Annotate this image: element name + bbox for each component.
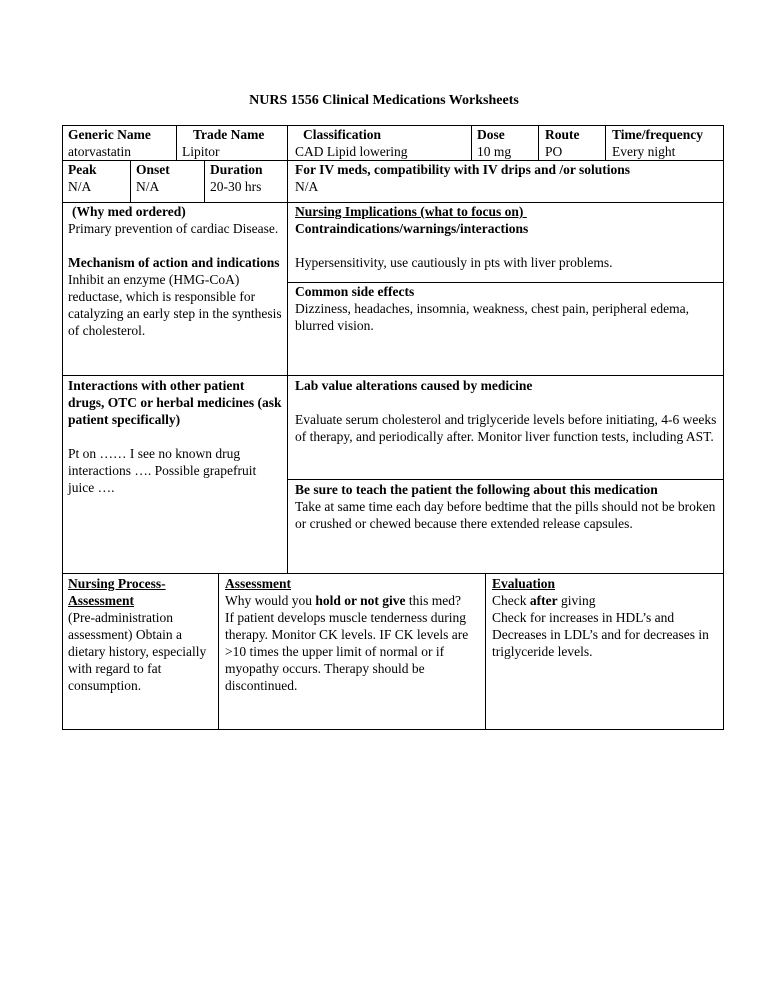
trade-name-cell <box>182 126 287 160</box>
duration-label: Duration <box>210 162 263 177</box>
duration-cell <box>210 161 287 195</box>
dose-value: 10 mg <box>477 144 512 159</box>
route-cell <box>545 126 605 160</box>
classification-cell <box>295 126 471 160</box>
onset-label: Onset <box>136 162 170 177</box>
patient-teaching-cell <box>295 481 720 532</box>
trade-name-value: Lipitor <box>182 144 220 159</box>
evaluation-text: Check for increases in HDL’s and Decreases in LDL’s and for decreases in triglyceride levels. <box>492 610 709 659</box>
nursing-process-text: (Pre-administration assessment) Obtain a dietary history, especially with regard to fat consumption. <box>68 610 207 693</box>
assessment-question-pre: Why would you <box>225 593 316 608</box>
time-frequency-value: Every night <box>612 144 676 159</box>
side-effects-label: Common side effects <box>295 284 415 299</box>
evaluation-check-bold: after <box>529 593 558 608</box>
interactions-label: Interactions with other patient drugs, OTC or herbal medicines (ask patient specifically) <box>68 378 282 427</box>
interactions-cell <box>68 377 282 496</box>
why-ordered-text: Primary prevention of cardiac Disease. <box>68 221 279 236</box>
patient-teaching-text: Take at same time each day before bedtime that the pills should not be broken or crushed or chewed because there extended release capsules. <box>295 499 716 531</box>
route-label: Route <box>545 127 580 142</box>
lab-alterations-text: Evaluate serum cholesterol and triglyceride levels before initiating, 4-6 weeks of therapy, and periodically after. Monitor liver function tests, including AST. <box>295 412 717 444</box>
evaluation-check-post: giving <box>557 593 596 608</box>
peak-cell <box>68 161 130 195</box>
dose-cell <box>477 126 538 160</box>
assessment-question-post: this med? <box>405 593 462 608</box>
contraindications-text: Hypersensitivity, use cautiously in pts with liver problems. <box>295 255 613 270</box>
onset-value: N/A <box>136 179 160 194</box>
assessment-label: Assessment <box>225 576 291 591</box>
iv-compatibility-value: N/A <box>295 179 319 194</box>
nursing-implications-cell <box>295 203 720 271</box>
patient-teaching-label: Be sure to teach the patient the following about this medication <box>295 482 658 497</box>
side-effects-text: Dizziness, headaches, insomnia, weakness, chest pain, peripheral edema, blurred vision. <box>295 301 689 333</box>
classification-value: CAD Lipid lowering <box>295 144 408 159</box>
peak-value: N/A <box>68 179 92 194</box>
why-ordered-cell <box>68 203 282 339</box>
evaluation-check-pre: Check <box>492 593 530 608</box>
route-value: PO <box>545 144 563 159</box>
peak-label: Peak <box>68 162 97 177</box>
nursing-process-label: Nursing Process- Assessment <box>68 576 166 608</box>
page-title: NURS 1556 Clinical Medications Worksheets <box>249 93 519 108</box>
assessment-text: If patient develops muscle tenderness during therapy. Monitor CK levels. IF CK levels are >10 times the upper limit of normal or if myopathy occurs. Therapy should be discontinued. <box>225 610 469 693</box>
duration-value: 20-30 hrs <box>210 179 262 194</box>
why-ordered-label: (Why med ordered) <box>72 204 186 219</box>
assessment-cell <box>225 575 481 694</box>
time-frequency-label: Time/frequency <box>612 127 703 142</box>
generic-name-value: atorvastatin <box>68 144 131 159</box>
contraindications-label: Contraindications/warnings/interactions <box>295 221 529 236</box>
iv-compatibility-label: For IV meds, compatibility with IV drips and /or solutions <box>295 162 631 177</box>
onset-cell <box>136 161 204 195</box>
assessment-question-bold: hold or not give <box>315 593 406 608</box>
time-frequency-cell <box>612 126 724 160</box>
evaluation-label: Evaluation <box>492 576 556 591</box>
interactions-text: Pt on …… I see no known drug interactions …. Possible grapefruit juice …. <box>68 446 257 495</box>
dose-label: Dose <box>477 127 505 142</box>
nursing-implications-label: Nursing Implications (what to focus on) <box>295 204 527 219</box>
evaluation-check <box>492 592 720 609</box>
assessment-question <box>225 592 481 609</box>
generic-name-cell <box>68 126 176 160</box>
side-effects-cell <box>295 283 720 334</box>
iv-compatibility-cell <box>295 161 724 195</box>
mechanism-text: Inhibit an enzyme (HMG-CoA) reductase, which is responsible for catalyzing an early step in the synthesis of cholesterol. <box>68 272 282 338</box>
lab-alterations-label: Lab value alterations caused by medicine <box>295 378 533 393</box>
lab-alterations-cell <box>295 377 720 445</box>
evaluation-cell <box>492 575 720 660</box>
mechanism-label: Mechanism of action and indications <box>68 255 280 270</box>
trade-name-label: Trade Name <box>193 127 265 142</box>
classification-label: Classification <box>303 127 382 142</box>
generic-name-label: Generic Name <box>68 127 151 142</box>
nursing-process-cell <box>68 575 214 694</box>
